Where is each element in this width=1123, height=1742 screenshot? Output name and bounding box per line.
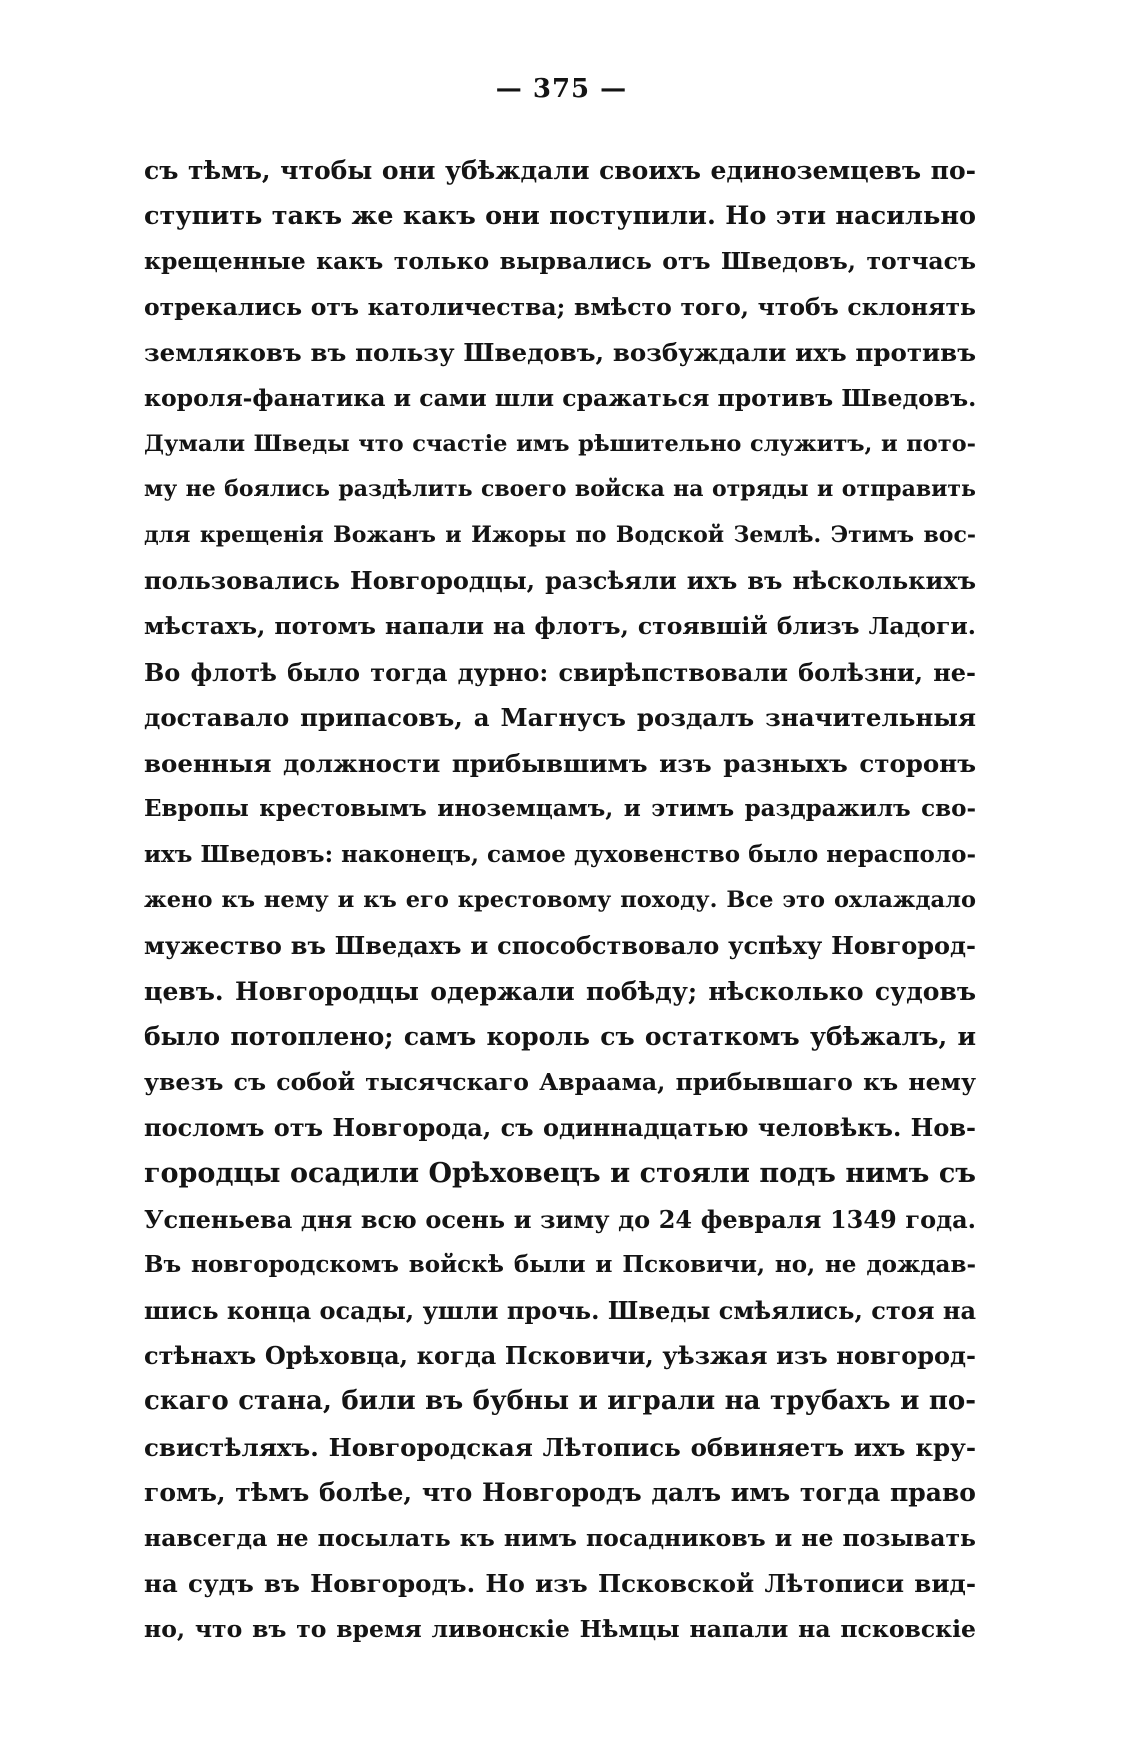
text-line: свистѣляхъ. Новгородская Лѣтопись обвиняетъ ихъ кру- [144,1432,976,1462]
text-line: мѣстахъ, потомъ напали на флотъ, стоявшій близъ Ладоги. [144,611,976,640]
text-line: отрекались отъ католичества; вмѣсто того, чтобъ склонять [144,292,976,321]
text-line: земляковъ въ пользу Шведовъ, возбуждали ихъ противъ [144,338,976,368]
text-line: крещенные какъ только вырвались отъ Шведовъ, тотчасъ [144,247,976,276]
text-line: Во флотѣ было тогда дурно: свирѣпствовали болѣзни, не- [144,657,976,687]
text-line: ихъ Шведовъ: наконецъ, самое духовенство было нерасполо- [144,840,976,868]
text-line: короля-фанатика и сами шли сражаться противъ Шведовъ. [144,383,976,412]
text-line: навсегда не посылать къ нимъ посадниковъ и не позывать [144,1523,976,1552]
text-line: доставало припасовъ, а Магнусъ роздалъ значительныя [144,703,976,733]
text-line: Успеньева дня всю осень и зиму до 24 февраля 1349 года. [144,1204,976,1234]
text-line: Думали Шведы что счастіе имъ рѣшительно служитъ, и пото- [144,430,976,457]
text-line: жено къ нему и къ его крестовому походу. Все это охлаждало [144,886,976,913]
text-line: было потоплено; самъ король съ остаткомъ убѣжалъ, и [144,1022,976,1052]
text-line: цевъ. Новгородцы одержали побѣду; нѣсколько судовъ [144,976,976,1006]
text-line: скаго стана, били въ бубны и играли на трубахъ и по- [144,1386,976,1417]
text-line: городцы осадили Орѣховецъ и стояли подъ нимъ съ [144,1158,976,1190]
text-line: увезъ съ собой тысячскаго Авраама, прибывшаго къ нему [144,1067,976,1096]
body-text [144,148,976,1653]
text-line: Въ новгородскомъ войскѣ были и Псковичи, но, не дождав- [144,1251,976,1279]
page-number: — 375 — [495,74,628,104]
text-line: стѣнахъ Орѣховца, когда Псковичи, уѣзжая изъ новгород- [144,1341,976,1371]
text-line: посломъ отъ Новгорода, съ одиннадцатью человѣкъ. Нов- [144,1113,976,1143]
text-line: съ тѣмъ, чтобы они убѣждали своихъ единоземцевъ по- [144,156,976,185]
text-line: ступить такъ же какъ они поступили. Но эти насильно [144,200,976,231]
text-line: пользовались Новгородцы, разсѣяли ихъ въ нѣсколькихъ [144,566,976,596]
text-line: мужество въ Шведахъ и способствовало успѣху Новгород- [144,931,976,961]
text-line: военныя должности прибывшимъ изъ разныхъ сторонъ [144,748,976,778]
text-line: гомъ, тѣмъ болѣе, что Новгородъ далъ имъ тогда право [144,1478,976,1508]
text-line: но, что въ то время ливонскіе Нѣмцы напали на псковскіе [144,1615,976,1643]
text-line: для крещенія Вожанъ и Ижоры по Водской Землѣ. Этимъ вос- [144,521,976,548]
text-line: шись конца осады, ушли прочь. Шведы смѣялись, стоя на [144,1295,976,1325]
text-line: на судъ въ Новгородъ. Но изъ Псковской Лѣтописи вид- [144,1569,976,1599]
text-line: му не боялись раздѣлить своего войска на отряды и отправить [144,476,976,503]
text-line: Европы крестовымъ иноземцамъ, и этимъ раздражилъ сво- [144,795,976,823]
